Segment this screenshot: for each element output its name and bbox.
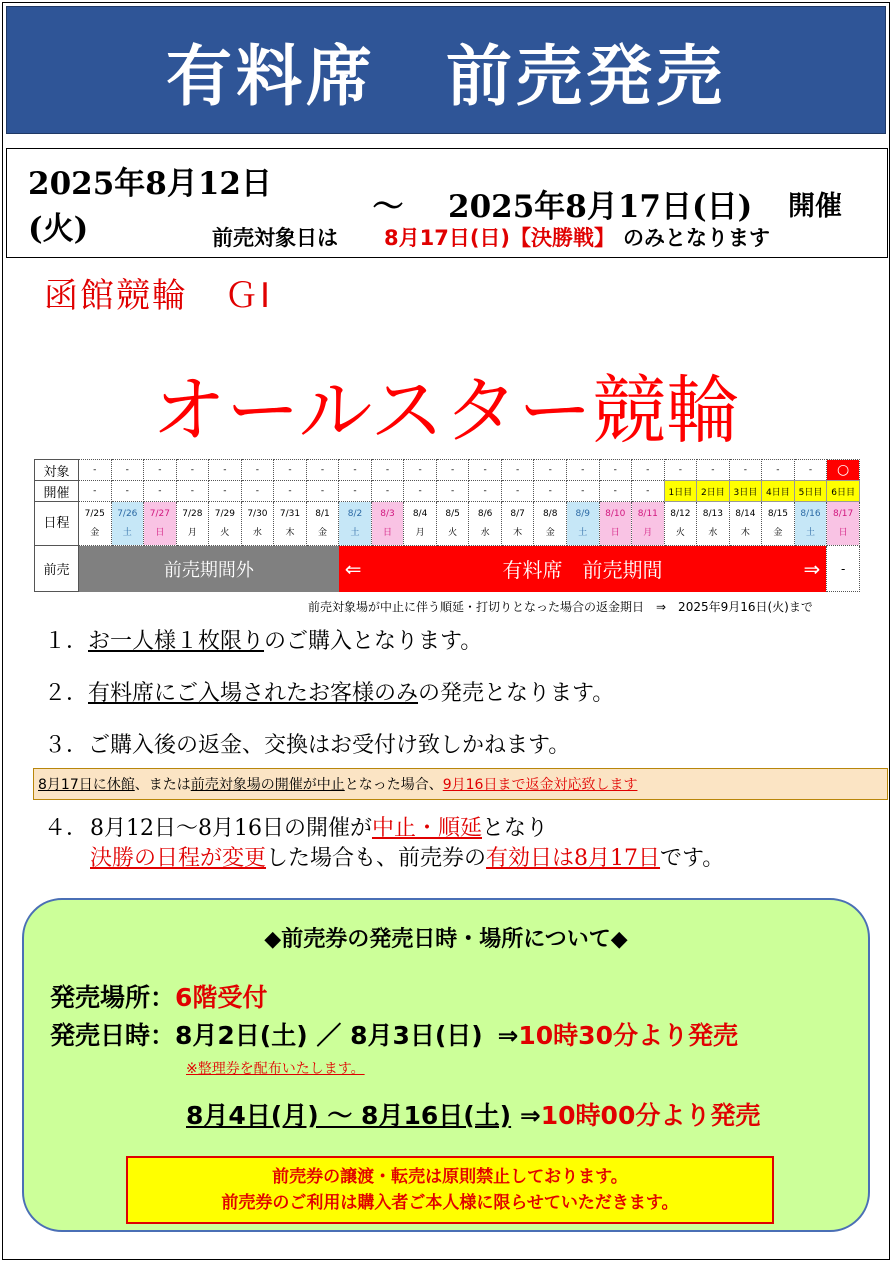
presale-period-label: 有料席 前売期間 xyxy=(502,558,663,583)
notice-line-2: 前売券のご利用は購入者ご本人様に限らせていただきます。 xyxy=(221,1193,679,1213)
date-cell xyxy=(306,502,339,546)
date-cell xyxy=(501,502,534,546)
warning-part-2: 、または xyxy=(134,777,191,793)
date-label: 8/17 xyxy=(833,508,854,519)
held-cell: - xyxy=(79,481,112,502)
venue-name: 函館競輪 ＧⅠ xyxy=(44,276,273,316)
date-label: 8/11 xyxy=(637,508,658,519)
weekday-label: 金 xyxy=(773,527,783,538)
target-date: 8月17日(日)【決勝戦】 xyxy=(384,226,616,250)
weekday-label: 水 xyxy=(252,527,262,538)
held-cell: - xyxy=(534,481,567,502)
row-label-dates: 日程 xyxy=(35,502,79,546)
sales-arrow-1: ⇒ xyxy=(497,1021,519,1050)
held-cell: - xyxy=(632,481,665,502)
rule-2-emphasis: 有料席にご入場されたお客様のみ xyxy=(88,681,419,706)
rule-4-text-d: 決勝の日程が変更 xyxy=(90,846,267,871)
held-cell: - xyxy=(144,481,177,502)
date-cell xyxy=(339,502,372,546)
row-label-presale: 前売 xyxy=(35,546,79,592)
warning-part-4: となった場合、 xyxy=(344,777,443,793)
held-cell: - xyxy=(176,481,209,502)
date-cell xyxy=(469,502,502,546)
date-label: 7/31 xyxy=(279,508,301,519)
rule-4-text-g: です。 xyxy=(660,846,725,871)
target-cell: - xyxy=(436,460,469,481)
refund-warning-bar xyxy=(33,768,888,800)
date-label: 8/10 xyxy=(605,508,626,519)
arrow-left: ⇐ xyxy=(344,556,362,581)
weekday-label: 月 xyxy=(415,527,425,538)
held-row xyxy=(35,481,860,502)
weekday-label: 火 xyxy=(675,527,685,538)
date-cell xyxy=(566,502,599,546)
date-cell xyxy=(274,502,307,546)
date-cell xyxy=(534,502,567,546)
rule-4-line-1 xyxy=(44,814,724,844)
rule-4-text-a: 8月12日～8月16日の開催が xyxy=(90,816,372,841)
rule-4-number: ４． xyxy=(44,816,89,841)
target-cell: - xyxy=(176,460,209,481)
target-cell: - xyxy=(794,460,827,481)
held-cell: - xyxy=(436,481,469,502)
weekday-label: 水 xyxy=(708,527,718,538)
range-tilde: ～ xyxy=(372,188,404,225)
held-cell: - xyxy=(501,481,534,502)
target-cell: - xyxy=(632,460,665,481)
held-cell: - xyxy=(371,481,404,502)
date-label: 7/25 xyxy=(84,508,105,519)
weekday-label: 日 xyxy=(383,527,393,538)
held-cell: 3日目 xyxy=(729,481,762,502)
rule-1-text: のご購入となります。 xyxy=(264,629,483,654)
ticket-note: ※整理券を配布いたします。 xyxy=(186,1061,365,1077)
date-cell xyxy=(79,502,112,546)
weekday-label: 火 xyxy=(448,527,458,538)
weekday-label: 土 xyxy=(350,527,360,538)
target-row xyxy=(35,460,860,481)
presale-period xyxy=(339,546,827,592)
date-cell xyxy=(599,502,632,546)
weekday-label: 月 xyxy=(643,527,653,538)
held-cell: - xyxy=(274,481,307,502)
sales-time-value-1: 10時30分より発売 xyxy=(518,1021,738,1050)
held-cell: - xyxy=(241,481,274,502)
weekday-label: 土 xyxy=(122,527,132,538)
target-cell: - xyxy=(729,460,762,481)
date-label: 7/30 xyxy=(247,508,268,519)
date-label: 8/4 xyxy=(412,508,428,519)
date-cell xyxy=(404,502,437,546)
sales-time-2 xyxy=(186,1096,760,1132)
weekday-label: 火 xyxy=(220,527,230,538)
refund-deadline-note: 前売対象場が中止に伴う順延・打切りとなった場合の返金期日 ⇒ 2025年9月16日(火)まで xyxy=(308,600,813,614)
target-suffix: のみとなります xyxy=(623,226,771,250)
arrow-right: ⇒ xyxy=(803,556,821,581)
presale-target-line xyxy=(212,222,770,252)
date-label: 8/2 xyxy=(347,508,363,519)
held-cell: - xyxy=(339,481,372,502)
dates-row xyxy=(35,502,860,546)
date-cell xyxy=(762,502,795,546)
weekday-label: 金 xyxy=(90,527,100,538)
date-cell xyxy=(729,502,762,546)
held-cell: 1日目 xyxy=(664,481,697,502)
target-cell: - xyxy=(697,460,730,481)
date-cell xyxy=(111,502,144,546)
warning-part-5: 9月16日まで返金対応致します xyxy=(442,777,638,793)
sales-days-2: 8月4日(月) ～ 8月16日(土) xyxy=(186,1101,512,1130)
schedule-table xyxy=(34,459,860,592)
held-cell: - xyxy=(209,481,242,502)
date-label: 8/5 xyxy=(445,508,460,519)
target-cell: - xyxy=(469,460,502,481)
target-cell: - xyxy=(762,460,795,481)
rule-4 xyxy=(44,814,724,874)
weekday-label: 土 xyxy=(578,527,588,538)
presale-row xyxy=(35,546,860,592)
resale-prohibited-notice xyxy=(126,1156,774,1224)
end-date: 2025年8月17日(日) xyxy=(448,188,753,225)
date-label: 7/28 xyxy=(182,508,203,519)
date-label: 8/3 xyxy=(380,508,395,519)
target-cell: - xyxy=(209,460,242,481)
date-label: 8/1 xyxy=(315,508,330,519)
weekday-label: 水 xyxy=(480,527,490,538)
target-cell: - xyxy=(566,460,599,481)
sales-time-label: 発売日時： xyxy=(50,1021,176,1050)
weekday-label: 日 xyxy=(155,527,165,538)
target-cell: - xyxy=(144,460,177,481)
date-cell xyxy=(664,502,697,546)
rule-3-number: ３． xyxy=(44,733,89,758)
notice-line-1: 前売券の譲渡・転売は原則禁止しております。 xyxy=(272,1167,628,1187)
held-cell: - xyxy=(469,481,502,502)
presale-outside-period: 前売期間外 xyxy=(79,546,339,592)
date-cell xyxy=(827,502,860,546)
held-cell: - xyxy=(404,481,437,502)
date-label: 8/14 xyxy=(735,508,756,519)
held-cell: 2日目 xyxy=(697,481,730,502)
target-cell: - xyxy=(241,460,274,481)
target-prefix: 前売対象日は xyxy=(212,226,338,250)
date-cell xyxy=(632,502,665,546)
target-cell: - xyxy=(534,460,567,481)
start-date: 2025年8月12日(火) xyxy=(28,166,272,247)
sales-time-value-2: 10時00分より発売 xyxy=(540,1101,761,1130)
held-cell: - xyxy=(111,481,144,502)
row-label-held: 開催 xyxy=(35,481,79,502)
sales-place-label: 発売場所： xyxy=(50,983,176,1012)
date-cell xyxy=(176,502,209,546)
rule-2-number: ２． xyxy=(44,681,89,706)
date-label: 7/27 xyxy=(149,508,170,519)
target-cell: - xyxy=(339,460,372,481)
date-cell xyxy=(436,502,469,546)
target-cell: - xyxy=(599,460,632,481)
target-cell: - xyxy=(274,460,307,481)
date-label: 8/6 xyxy=(477,508,493,519)
rule-4-text-c: となり xyxy=(482,816,549,841)
sales-place-value: 6階受付 xyxy=(175,983,268,1012)
event-name: オールスター競輪 xyxy=(151,368,741,454)
date-label: 8/7 xyxy=(510,508,525,519)
date-label: 8/12 xyxy=(670,508,691,519)
rule-1-emphasis: お一人様１枚限り xyxy=(88,629,265,654)
rule-4-text-f: 有効日は8月17日 xyxy=(486,846,661,871)
date-cell xyxy=(697,502,730,546)
target-cell: - xyxy=(371,460,404,481)
presale-last-cell: - xyxy=(827,546,860,592)
weekday-label: 日 xyxy=(838,527,848,538)
weekday-label: 木 xyxy=(513,527,523,538)
held-cell: 4日目 xyxy=(762,481,795,502)
rule-4-line-2 xyxy=(44,844,724,874)
date-cell xyxy=(209,502,242,546)
date-cell xyxy=(371,502,404,546)
rule-2-text: の発売となります。 xyxy=(418,681,615,706)
rule-2 xyxy=(44,676,614,707)
date-label: 8/13 xyxy=(702,508,723,519)
sales-time-1 xyxy=(50,1016,738,1052)
target-cell: - xyxy=(111,460,144,481)
held-cell: 6日目 xyxy=(827,481,860,502)
sales-arrow-2: ⇒ xyxy=(519,1101,541,1130)
date-label: 8/15 xyxy=(767,508,789,519)
target-cell: - xyxy=(664,460,697,481)
weekday-label: 金 xyxy=(545,527,555,538)
rule-1-number: １． xyxy=(44,629,89,654)
sales-place xyxy=(50,978,267,1014)
weekday-label: 日 xyxy=(610,527,620,538)
sales-info-title: ◆前売券の発売日時・場所について◆ xyxy=(264,927,628,952)
rule-4-text-b: 中止・順延 xyxy=(371,816,482,841)
date-label: 8/9 xyxy=(575,508,590,519)
weekday-label: 木 xyxy=(740,527,750,538)
held-cell: - xyxy=(566,481,599,502)
rule-3-text: ご購入後の返金、交換はお受付け致しかねます。 xyxy=(88,733,571,758)
sales-days-1: 8月2日(土) ／ 8月3日(日) xyxy=(175,1021,483,1050)
rule-3 xyxy=(44,728,570,759)
page-title-banner: 有料席 前売発売 xyxy=(6,6,886,134)
held-label: 開催 xyxy=(788,190,842,222)
weekday-label: 金 xyxy=(317,527,327,538)
row-label-target: 対象 xyxy=(35,460,79,481)
weekday-label: 土 xyxy=(805,527,815,538)
date-cell xyxy=(144,502,177,546)
target-cell: - xyxy=(501,460,534,481)
target-cell: - xyxy=(306,460,339,481)
held-cell: - xyxy=(599,481,632,502)
weekday-label: 木 xyxy=(285,527,295,538)
date-cell xyxy=(241,502,274,546)
target-cell: ○ xyxy=(827,460,860,481)
date-label: 7/29 xyxy=(214,508,235,519)
held-cell: 5日目 xyxy=(794,481,827,502)
date-label: 7/26 xyxy=(117,508,138,519)
held-cell: - xyxy=(306,481,339,502)
date-label: 8/8 xyxy=(542,508,558,519)
date-cell xyxy=(794,502,827,546)
weekday-label: 月 xyxy=(187,527,197,538)
rule-4-text-e: した場合も、前売券の xyxy=(266,846,487,871)
date-label: 8/16 xyxy=(800,508,821,519)
rule-1 xyxy=(44,624,482,655)
warning-part-1: 8月17日に休館 xyxy=(38,777,135,793)
target-cell: - xyxy=(404,460,437,481)
target-cell: - xyxy=(79,460,112,481)
warning-part-3: 前売対象場の開催が中止 xyxy=(190,777,345,793)
